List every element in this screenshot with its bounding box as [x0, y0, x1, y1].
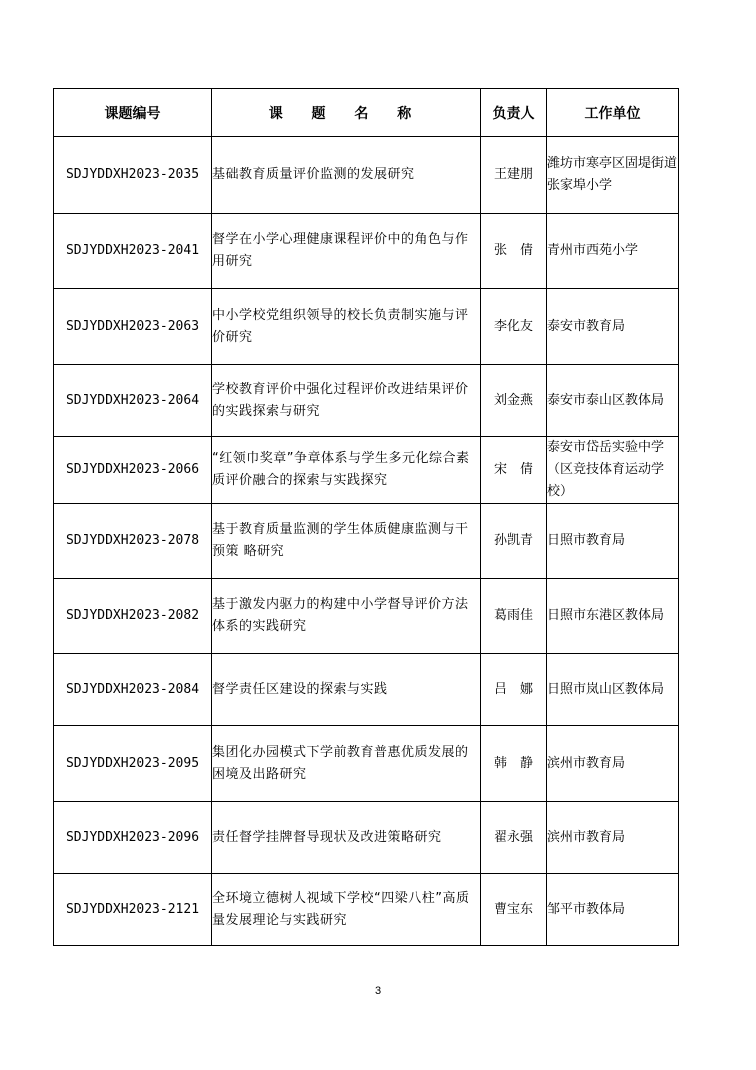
cell-person: 张 倩	[481, 214, 547, 289]
cell-person: 刘金燕	[481, 365, 547, 437]
cell-unit: 泰安市泰山区教体局	[547, 365, 679, 437]
cell-title: 中小学校党组织领导的校长负责制实施与评价研究	[212, 289, 481, 365]
table-row	[54, 504, 679, 579]
cell-unit: 日照市岚山区教体局	[547, 654, 679, 726]
cell-code: SDJYDDXH2023-2121	[54, 874, 212, 946]
cell-code: SDJYDDXH2023-2064	[54, 365, 212, 437]
cell-unit: 滨州市教育局	[547, 726, 679, 802]
cell-unit: 邹平市教体局	[547, 874, 679, 946]
cell-title: 全环境立德树人视域下学校“四梁八柱”高质量发展理论与实践研究	[212, 874, 481, 946]
cell-title: 基于激发内驱力的构建中小学督导评价方法体系的实践研究	[212, 579, 481, 654]
table-row	[54, 289, 679, 365]
header-unit: 工作单位	[547, 89, 679, 137]
cell-title: 基于教育质量监测的学生体质健康监测与干预策 略研究	[212, 504, 481, 579]
cell-unit: 日照市东港区教体局	[547, 579, 679, 654]
cell-code: SDJYDDXH2023-2084	[54, 654, 212, 726]
cell-title: 督学在小学心理健康课程评价中的角色与作用研究	[212, 214, 481, 289]
table-row	[54, 654, 679, 726]
table-row	[54, 579, 679, 654]
cell-code: SDJYDDXH2023-2041	[54, 214, 212, 289]
table-row	[54, 437, 679, 504]
cell-unit: 日照市教育局	[547, 504, 679, 579]
cell-title: 督学责任区建设的探索与实践	[212, 654, 481, 726]
header-person: 负责人	[481, 89, 547, 137]
cell-person: 曹宝东	[481, 874, 547, 946]
page-number: 3	[374, 985, 382, 997]
cell-person: 韩 静	[481, 726, 547, 802]
cell-unit: 滨州市教育局	[547, 802, 679, 874]
cell-unit: 青州市西苑小学	[547, 214, 679, 289]
cell-title: “红领巾奖章”争章体系与学生多元化综合素质评价融合的探索与实践探究	[212, 437, 481, 504]
cell-unit: 泰安市岱岳实验中学（区竞技体育运动学校）	[547, 437, 679, 504]
cell-unit: 泰安市教育局	[547, 289, 679, 365]
cell-code: SDJYDDXH2023-2035	[54, 137, 212, 214]
cell-unit: 潍坊市寒亭区固堤街道张家埠小学	[547, 137, 679, 214]
cell-code: SDJYDDXH2023-2063	[54, 289, 212, 365]
cell-person: 李化友	[481, 289, 547, 365]
table-header-row	[54, 89, 679, 137]
cell-code: SDJYDDXH2023-2095	[54, 726, 212, 802]
cell-person: 葛雨佳	[481, 579, 547, 654]
cell-title: 责任督学挂牌督导现状及改进策略研究	[212, 802, 481, 874]
table-row	[54, 726, 679, 802]
table-row	[54, 137, 679, 214]
cell-person: 吕 娜	[481, 654, 547, 726]
table-row	[54, 874, 679, 946]
cell-code: SDJYDDXH2023-2096	[54, 802, 212, 874]
cell-person: 王建朋	[481, 137, 547, 214]
cell-code: SDJYDDXH2023-2078	[54, 504, 212, 579]
cell-person: 宋 倩	[481, 437, 547, 504]
cell-person: 翟永强	[481, 802, 547, 874]
cell-title: 基础教育质量评价监测的发展研究	[212, 137, 481, 214]
header-code: 课题编号	[54, 89, 212, 137]
cell-code: SDJYDDXH2023-2066	[54, 437, 212, 504]
cell-person: 孙凯青	[481, 504, 547, 579]
table-row	[54, 214, 679, 289]
cell-title: 学校教育评价中强化过程评价改进结果评价的实践探索与研究	[212, 365, 481, 437]
cell-code: SDJYDDXH2023-2082	[54, 579, 212, 654]
projects-table	[53, 88, 679, 946]
cell-title: 集团化办园模式下学前教育普惠优质发展的困境及出路研究	[212, 726, 481, 802]
table-row	[54, 365, 679, 437]
table-row	[54, 802, 679, 874]
header-title: 课 题 名 称	[212, 89, 481, 137]
